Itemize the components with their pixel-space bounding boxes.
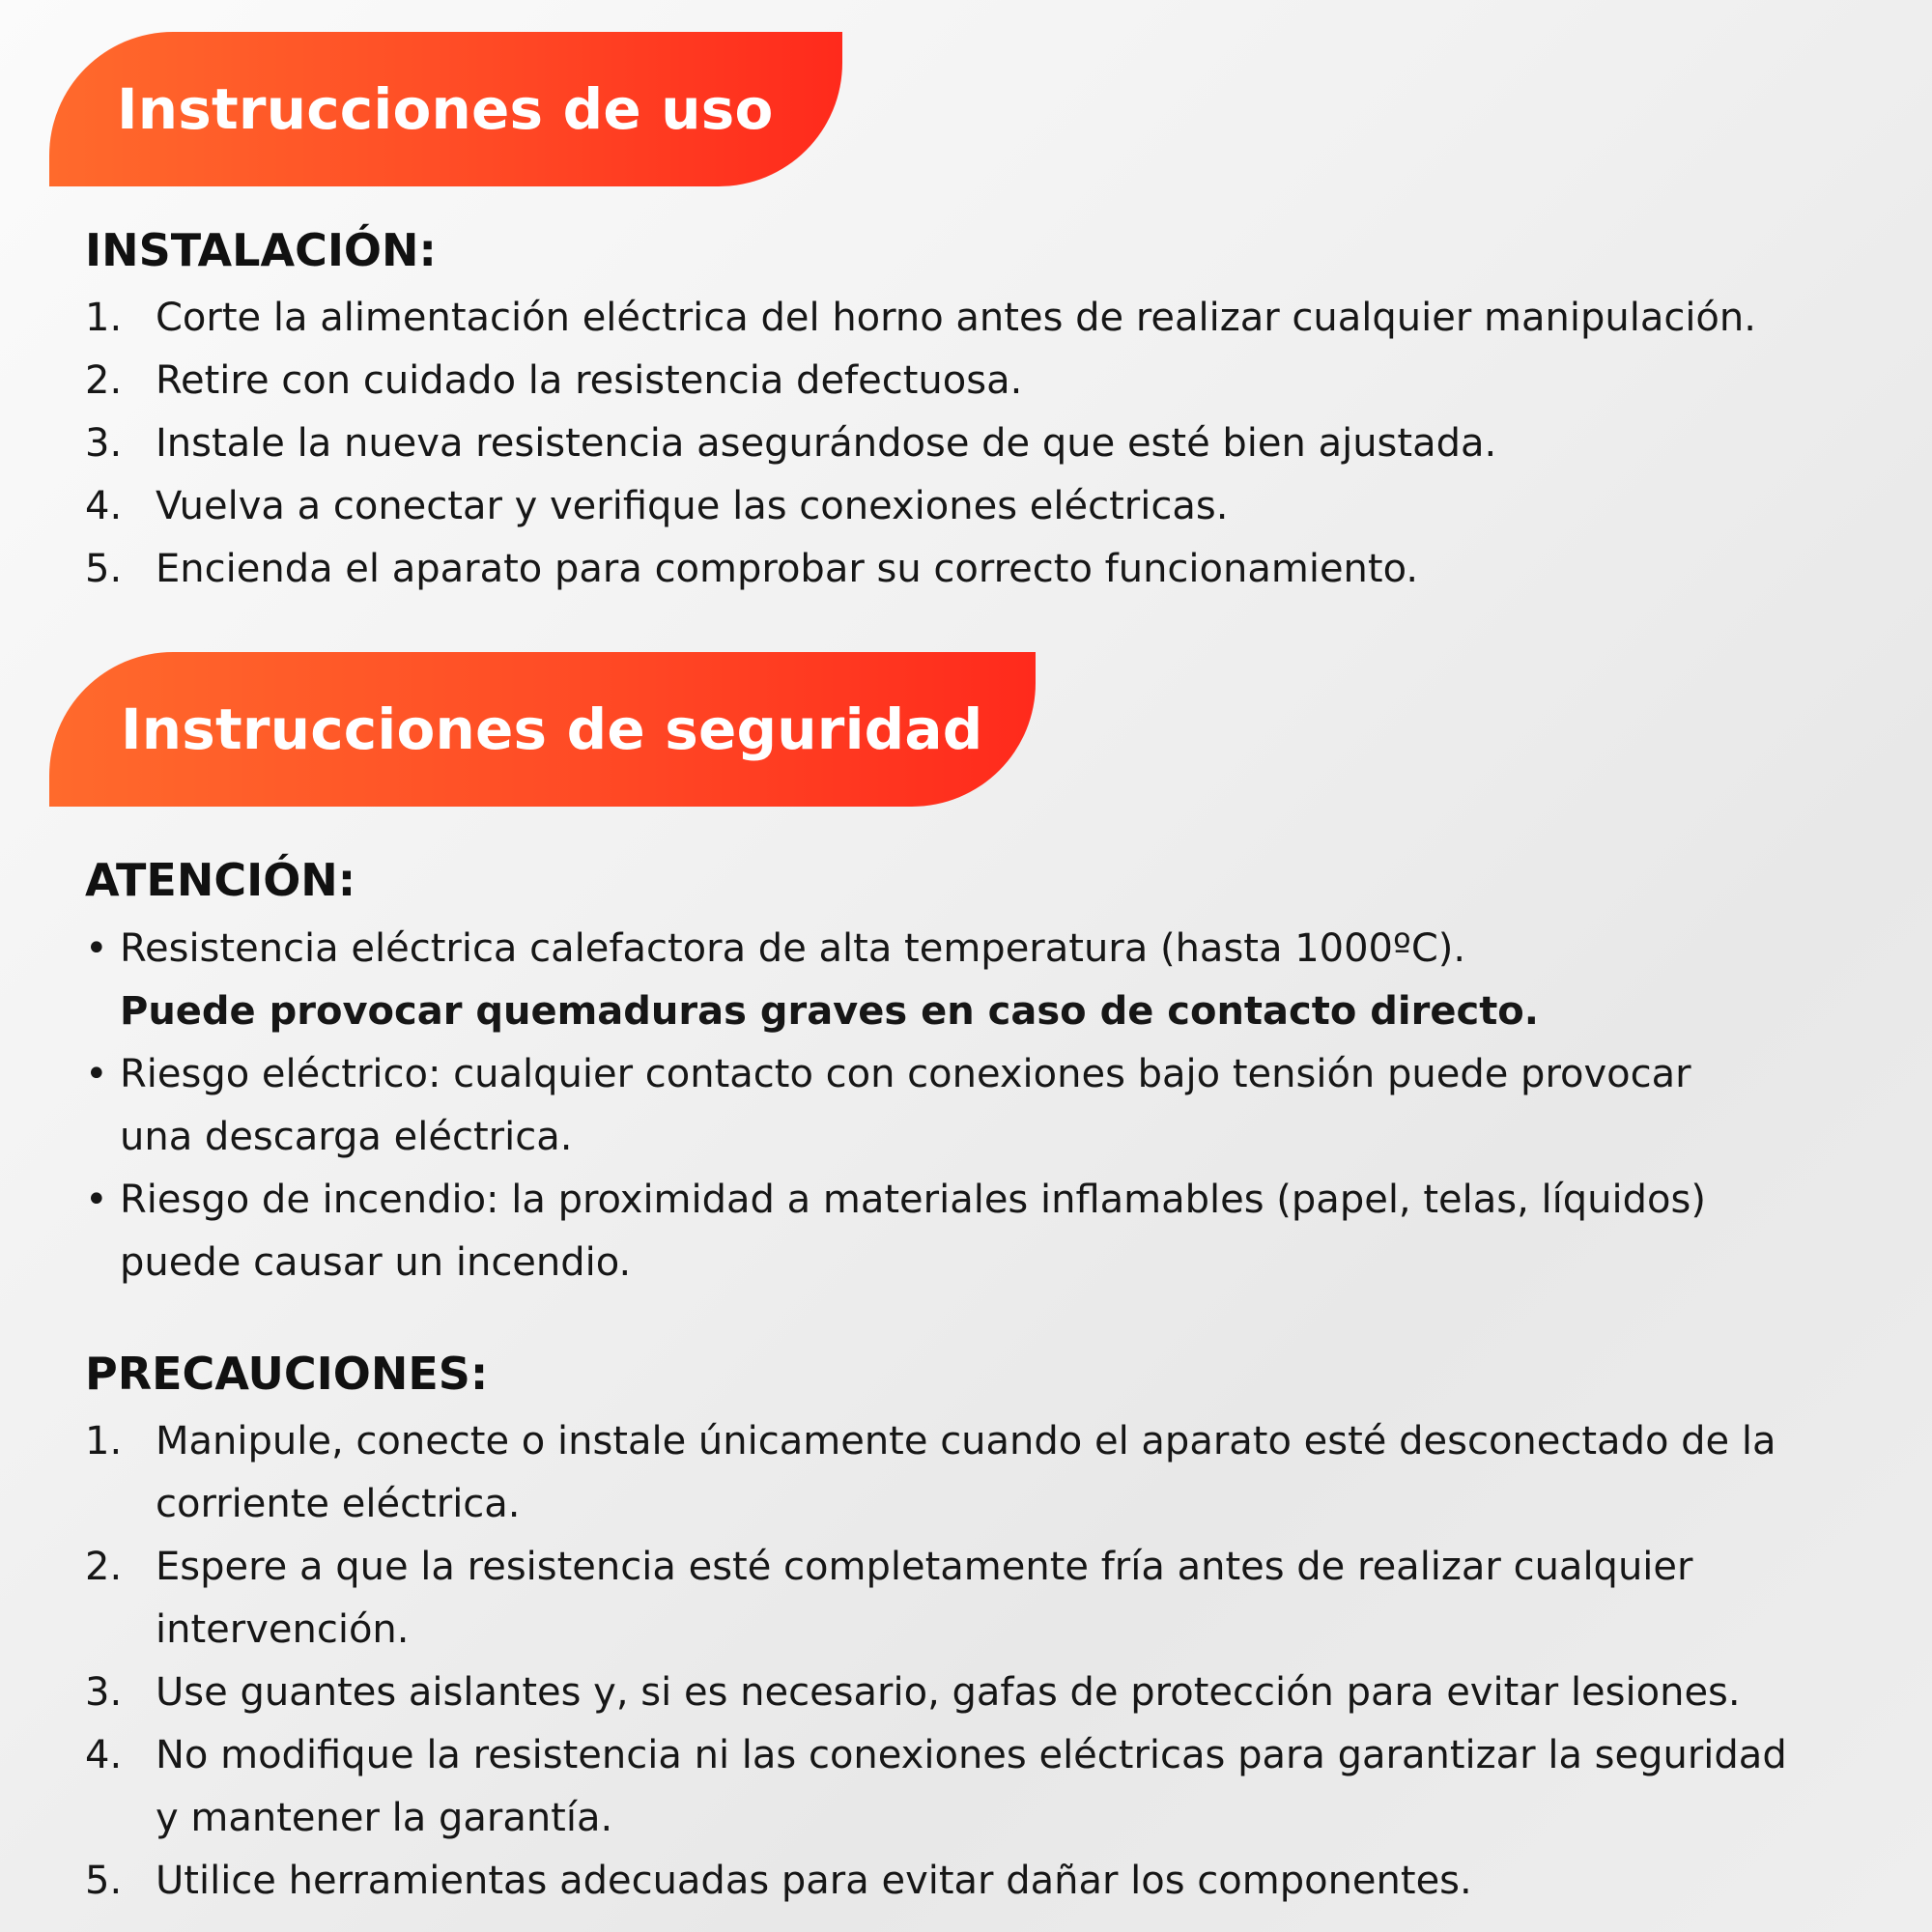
list-item [85,1724,1787,1850]
precaution-text: Espere a que la resistencia esté completamente fría antes de realizar cualquier [156,1545,1693,1589]
step-number: 4. [85,1733,123,1777]
precaution-text: corriente eléctrica. [156,1482,521,1526]
list-item [85,1169,1706,1294]
usage-banner [49,32,842,186]
bullet: • [85,1178,108,1222]
step-number: 3. [85,1670,123,1715]
attention-warning-text: Puede provocar quemaduras graves en caso de contacto directo. [120,989,1539,1034]
precaution-text: y mantener la garantía. [156,1796,613,1840]
step-number: 1. [85,1419,123,1463]
list-item [85,1536,1787,1662]
step-text: Instale la nueva resistencia asegurándose de que esté bien ajustada. [156,421,1497,466]
attention-list [85,918,1706,1294]
bullet: • [85,1052,108,1096]
list-item [85,1043,1706,1169]
usage-title: Instrucciones de uso [117,76,774,142]
installation-steps [85,287,1756,601]
safety-banner [49,652,1036,807]
list-item [85,1850,1787,1913]
step-number: 4. [85,484,123,528]
precaution-text: No modifique la resistencia ni las conexiones eléctricas para garantizar la seguridad [156,1733,1787,1777]
precaution-text: intervención. [156,1607,410,1652]
attention-heading: ATENCIÓN: [85,854,356,906]
list-item [85,475,1756,538]
list-item [85,538,1756,601]
precaution-text: Use guantes aislantes y, si es necesario, gafas de protección para evitar lesiones. [156,1670,1741,1715]
precaution-text: Manipule, conecte o instale únicamente cuando el aparato esté desconectado de la [156,1419,1776,1463]
installation-heading: INSTALACIÓN: [85,224,437,276]
precautions-list [85,1410,1787,1913]
list-item [85,412,1756,475]
step-text: Corte la alimentación eléctrica del horno antes de realizar cualquier manipulación. [156,296,1756,340]
step-text: Encienda el aparato para comprobar su correcto funcionamiento. [156,547,1419,591]
attention-text: Riesgo eléctrico: cualquier contacto con conexiones bajo tensión puede provocar [120,1052,1691,1096]
step-text: Vuelva a conectar y verifique las conexiones eléctricas. [156,484,1229,528]
attention-text: Riesgo de incendio: la proximidad a materiales inflamables (papel, telas, líquidos) [120,1178,1706,1222]
list-item [85,1410,1787,1536]
precautions-heading: PRECAUCIONES: [85,1348,489,1400]
list-item [85,350,1756,412]
list-item [85,1662,1787,1724]
attention-text: Resistencia eléctrica calefactora de alta temperatura (hasta 1000ºC). [120,926,1466,971]
step-number: 5. [85,547,123,591]
step-number: 1. [85,296,123,340]
bullet: • [85,926,108,971]
safety-title: Instrucciones de seguridad [121,696,983,762]
precaution-text: Utilice herramientas adecuadas para evitar dañar los componentes. [156,1859,1472,1903]
step-text: Retire con cuidado la resistencia defectuosa. [156,358,1023,403]
list-item [85,287,1756,350]
step-number: 5. [85,1859,123,1903]
attention-text: puede causar un incendio. [120,1240,632,1285]
step-number: 2. [85,1545,123,1589]
step-number: 2. [85,358,123,403]
step-number: 3. [85,421,123,466]
attention-text: una descarga eléctrica. [120,1115,573,1159]
list-item [85,918,1706,1043]
